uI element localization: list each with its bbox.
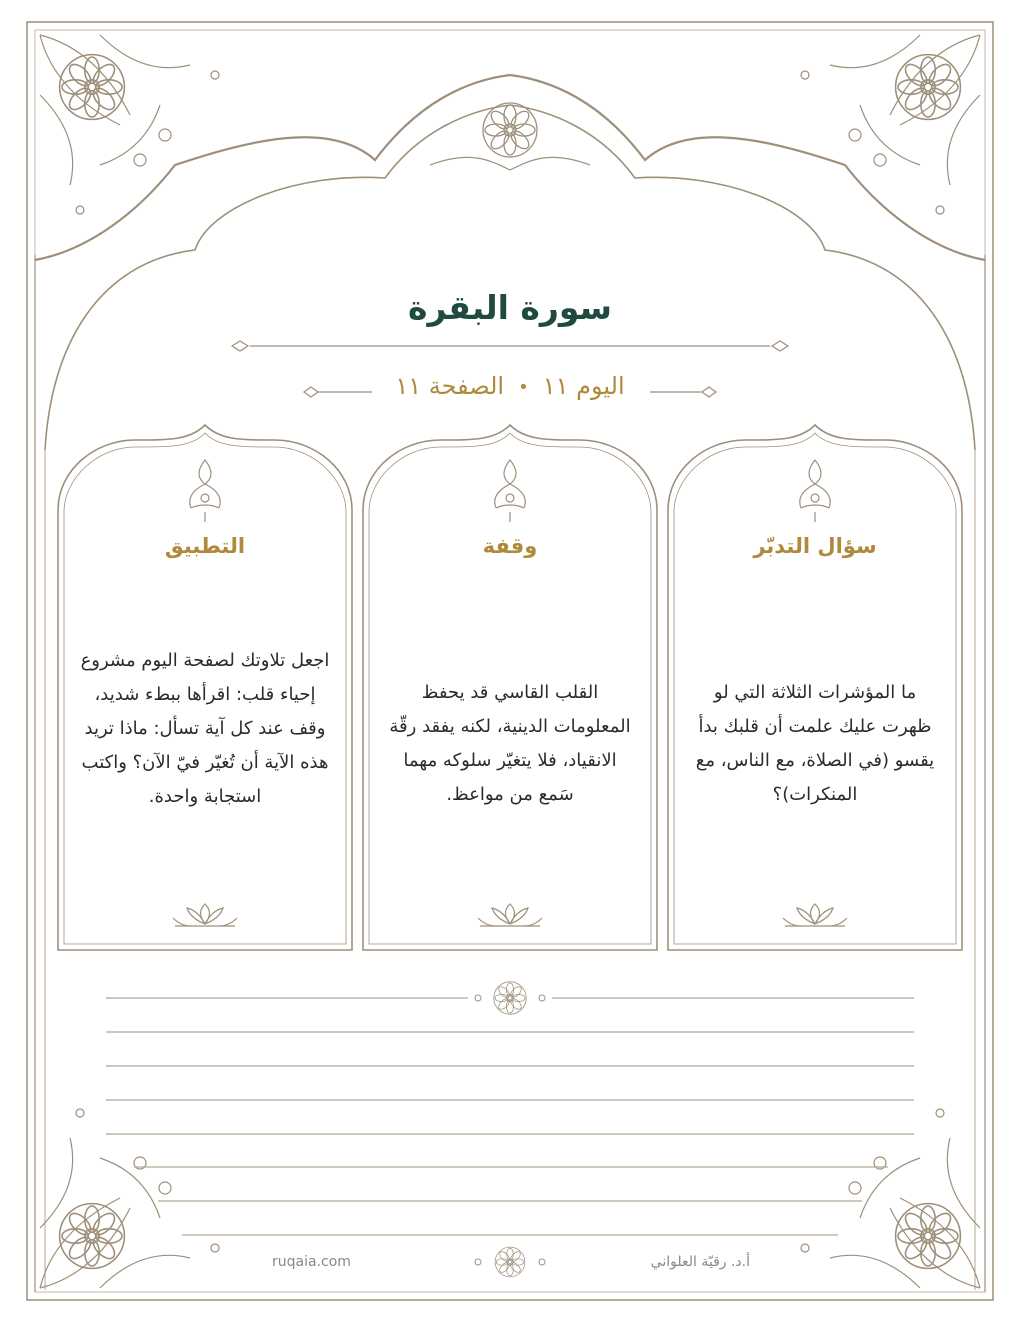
card-reflection-text: ما المؤشرات الثلاثة التي لو ظهرت عليك علمت أن قلبك بدأ يقسو (في الصلاة، مع الناس، مع المنكرات)؟ — [695, 682, 935, 805]
page-title: سورة البقرة — [407, 288, 613, 327]
card-pause-text: القلب القاسي قد يحفظ المعلومات الدينية، لكنه يفقد رقّة الانقياد، فلا يتغيّر سلوكه مهما سَمع من مواعظ. — [389, 682, 631, 805]
card-reflection-heading: سؤال التدبّر — [753, 534, 877, 558]
footer-website: ruqaia.com — [272, 1254, 351, 1270]
day-label: اليوم ١١ — [542, 372, 625, 400]
card-pause-heading: وقفة — [482, 534, 538, 558]
separator-dot: • — [518, 376, 529, 398]
card-application-heading: التطبيق — [164, 534, 246, 558]
day-page-subtitle — [0, 372, 1020, 400]
footer-author: أ.د. رقيّة العلواني — [650, 1254, 750, 1270]
card-application-text: اجعل تلاوتك لصفحة اليوم مشروع إحياء قلب: اقرأها ببطء شديد، وقف عند كل آية تسأل: ماذا تريد هذه الآية أن تُغيّر فيّ الآن؟ واكتب استجابة واحدة. — [80, 650, 330, 807]
page-label: الصفحة ١١ — [395, 372, 505, 400]
